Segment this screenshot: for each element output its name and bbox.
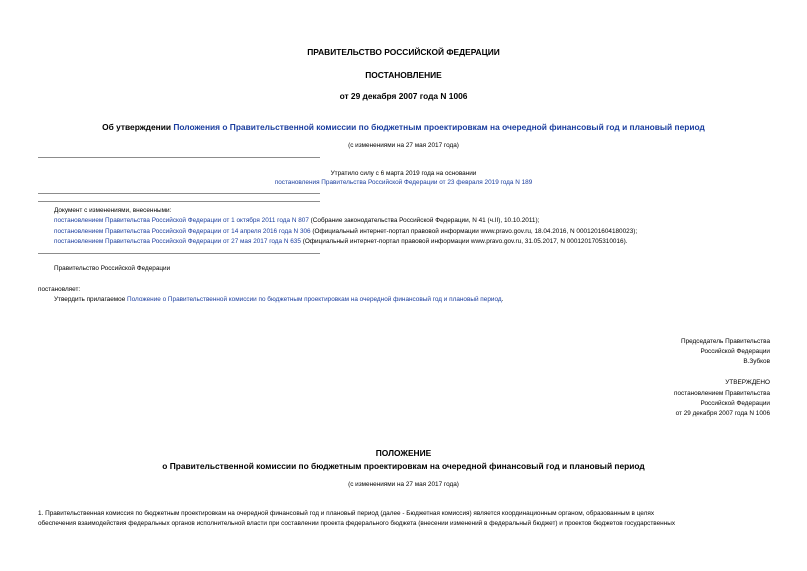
change-link[interactable]: постановлением Правительства Российской Федерации от 1 октября 2011 года N 807: [54, 217, 309, 224]
approve-prefix: Утвердить прилагаемое: [54, 296, 128, 303]
government-name: Правительство Российской Федерации: [54, 265, 171, 272]
regulation-amended-note: (с изменениями на 27 мая 2017 года): [348, 481, 459, 488]
expired-note: Утратило силу с 6 марта 2019 года на основании: [330, 170, 477, 177]
change-item: [54, 217, 539, 225]
title-prefix: Об утверждении: [102, 122, 174, 132]
changes-intro: Документ с изменениями, внесенными:: [54, 207, 172, 214]
regulation-paragraph-line: обеспечения взаимодействия федеральных органов исполнительной власти при составлении проекта федерального бюджета (внесении изменений в федеральный бюджет) и проектов бюджетов государственных: [38, 520, 676, 527]
change-source: (Официальный интернет-портал правовой информации www.pravo.gov.ru, 31.05.2017, N 0001201705310016).: [300, 238, 628, 245]
approve-clause: [54, 296, 503, 304]
regulation-title: ПОЛОЖЕНИЕ: [375, 448, 432, 458]
signature-name: В.Зубков: [743, 358, 770, 365]
title-link[interactable]: Положения о Правительственной комиссии по бюджетным проектировкам на очередной финансовый год и плановый период: [173, 122, 705, 132]
regulation-subtitle: о Правительственной комиссии по бюджетным проектировкам на очередной финансовый год и плановый период: [162, 461, 645, 471]
change-source: (Собрание законодательства Российской Федерации, N 41 (ч.II), 10.10.2011);: [308, 217, 540, 224]
regulation-paragraph-line: 1. Правительственная комиссия по бюджетным проектировкам на очередной финансовый год и плановый период (далее - Бюджетная комиссия) является координационным органом, образованным в целях: [38, 510, 655, 517]
change-item: [54, 238, 628, 246]
signature-country: Российской Федерации: [700, 348, 770, 355]
document-type: ПОСТАНОВЛЕНИЕ: [365, 70, 442, 80]
decides-word: постановляет:: [38, 286, 81, 293]
expired-link[interactable]: постановления Правительства Российской Федерации от 23 февраля 2019 года N 189: [274, 179, 533, 186]
change-link[interactable]: постановлением Правительства Российской Федерации от 27 мая 2017 года N 635: [54, 238, 301, 245]
document-title: [0, 122, 807, 132]
approved-country: Российской Федерации: [700, 400, 770, 407]
change-item: [54, 228, 637, 236]
document-date-number: от 29 декабря 2007 года N 1006: [339, 91, 468, 101]
divider-rule: [38, 157, 320, 158]
divider-rule: [38, 193, 320, 194]
approve-suffix: .: [501, 296, 504, 303]
signature-title: Председатель Правительства: [681, 338, 770, 345]
amended-note: (с изменениями на 27 мая 2017 года): [348, 142, 459, 149]
divider-rule: [38, 253, 320, 254]
divider-rule: [38, 201, 320, 202]
government-heading: ПРАВИТЕЛЬСТВО РОССИЙСКОЙ ФЕДЕРАЦИИ: [307, 47, 500, 57]
approved-date: от 29 декабря 2007 года N 1006: [675, 410, 770, 417]
change-source: (Официальный интернет-портал правовой информации www.pravo.gov.ru, 18.04.2016, N 0001201604180023);: [310, 228, 638, 235]
approved-label: УТВЕРЖДЕНО: [725, 379, 770, 386]
change-link[interactable]: постановлением Правительства Российской Федерации от 14 апреля 2016 года N 306: [54, 228, 311, 235]
approved-by: постановлением Правительства: [674, 390, 770, 397]
approve-link[interactable]: Положение о Правительственной комиссии по бюджетным проектировкам на очередной финансовый год и плановый период: [127, 296, 502, 303]
